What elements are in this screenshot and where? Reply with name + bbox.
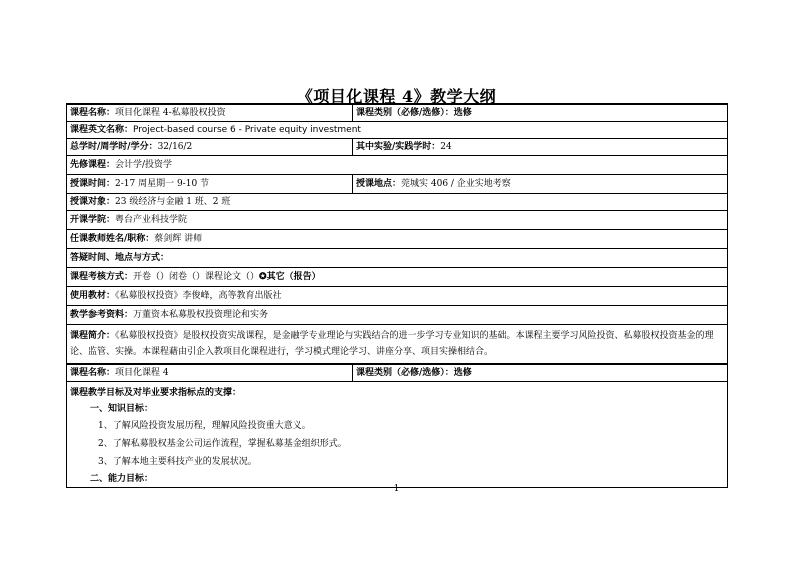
course-type-2-label: 课程类别（必修/选修）：: [356, 368, 454, 378]
course-type-label: 课程类别（必修/选修）：: [356, 108, 454, 118]
objectives-section-knowledge: 一、知识目标：: [90, 404, 154, 414]
intro-cell: [67, 325, 728, 365]
place-value: 莞城实 406 / 企业实地考察: [401, 179, 511, 189]
college-value: 粤台产业科技学院: [115, 215, 188, 225]
row-reference: [67, 306, 728, 325]
course-type-value: 选修: [453, 108, 472, 118]
audience-cell: [67, 194, 728, 211]
time-label: 授课时间：: [70, 179, 116, 189]
syllabus-table: [66, 103, 728, 488]
course-type-cell: [353, 104, 728, 122]
course-name-2-value: 项目化课程 4: [115, 368, 169, 378]
hours-label: 总学时/周学时/学分：: [70, 142, 158, 152]
row-intro: [67, 325, 728, 365]
course-name-2-cell: [67, 364, 353, 382]
teacher-label: 任课教师姓名/职称：: [70, 234, 155, 244]
objective-item: 1、了解风险投资发展历程，理解风险投资重大意义。: [98, 421, 311, 431]
english-name-value: Project-based course 6 - Private equity investment: [133, 125, 361, 135]
intro-label: 课程简介：: [70, 331, 116, 341]
row-course-name-2: [67, 364, 728, 382]
college-label: 开课学院：: [70, 215, 116, 225]
time-value: 2-17 周星期一 9-10 节: [115, 179, 210, 189]
row-college: [67, 211, 728, 230]
audience-label: 授课对象：: [70, 197, 116, 207]
reference-label: 教学参考资料：: [70, 310, 134, 320]
course-name-2-label: 课程名称：: [70, 368, 116, 378]
teacher-value: 蔡剑辉 讲师: [154, 234, 203, 244]
english-name-cell: [67, 122, 728, 139]
row-english-name: [67, 122, 728, 139]
textbook-cell: [67, 287, 728, 306]
row-exam: [67, 268, 728, 287]
exam-selected-option: ✪其它（报告）: [259, 272, 321, 282]
exam-value: 开卷（）闭卷（）课程论文（）: [133, 272, 260, 282]
row-objectives: [67, 382, 728, 488]
textbook-value: 《私募股权投资》李俊峰，高等教育出版社: [115, 291, 282, 301]
row-audience: [67, 194, 728, 211]
lab-hours-value: 24: [440, 142, 452, 152]
prereq-value: 会计学/投资学: [115, 160, 173, 170]
row-hours: [67, 139, 728, 156]
hours-cell: [67, 139, 353, 156]
course-name-label: 课程名称：: [70, 108, 116, 118]
page-number: 1: [393, 484, 400, 494]
row-qa: [67, 249, 728, 268]
page-title: 《项目化课程 4》教学大纲: [296, 87, 497, 106]
reference-cell: [67, 306, 728, 325]
hours-value: 32/16/2: [157, 142, 193, 152]
place-cell: [353, 175, 728, 194]
objectives-section-ability: 二、能力目标：: [90, 474, 154, 484]
qa-cell: [67, 249, 728, 268]
row-textbook: [67, 287, 728, 306]
place-label: 授课地点：: [356, 179, 402, 189]
objectives-cell: [67, 382, 728, 488]
row-teacher: [67, 230, 728, 249]
time-cell: [67, 175, 353, 194]
lab-hours-label: 其中实验/实践学时：: [356, 142, 441, 152]
reference-value: 万董资本私募股权投资理论和实务: [133, 310, 269, 320]
lab-hours-cell: [353, 139, 728, 156]
college-cell: [67, 211, 728, 230]
course-name-cell: [67, 104, 353, 122]
row-time-place: [67, 175, 728, 194]
textbook-label: 使用教材：: [70, 291, 116, 301]
objective-item: 3、了解本地主要科技产业的发展状况。: [98, 457, 257, 467]
course-type-2-cell: [353, 364, 728, 382]
english-name-label: 课程英文名称：: [70, 125, 134, 135]
intro-value: 《私募股权投资》是股权投资实战课程，是金融学专业理论与实践结合的进一步学习专业知识的基础。本课程主要学习风险投资、私募股权投资基金的理论、监管、实操。本课程藉由引企入教项目化课程进行，学习模式理论学习、讲座分享、项目实操相结合。: [70, 331, 714, 357]
exam-cell: [67, 268, 728, 287]
course-type-2-value: 选修: [453, 368, 472, 378]
objective-item: 2、了解私募股权基金公司运作流程，掌握私募基金组织形式。: [98, 439, 347, 449]
exam-label: 课程考核方式：: [70, 272, 134, 282]
prereq-cell: [67, 156, 728, 175]
teacher-cell: [67, 230, 728, 249]
qa-label: 答疑时间、地点与方式：: [70, 253, 170, 263]
objectives-heading: 课程教学目标及对毕业要求指标点的支撑：: [70, 388, 242, 398]
prereq-label: 先修课程：: [70, 160, 116, 170]
row-prereq: [67, 156, 728, 175]
course-name-value: 项目化课程 4-私募股权投资: [115, 108, 226, 118]
row-course-name: [67, 104, 728, 122]
audience-value: 23 级经济与金融 1 班、2 班: [115, 197, 231, 207]
